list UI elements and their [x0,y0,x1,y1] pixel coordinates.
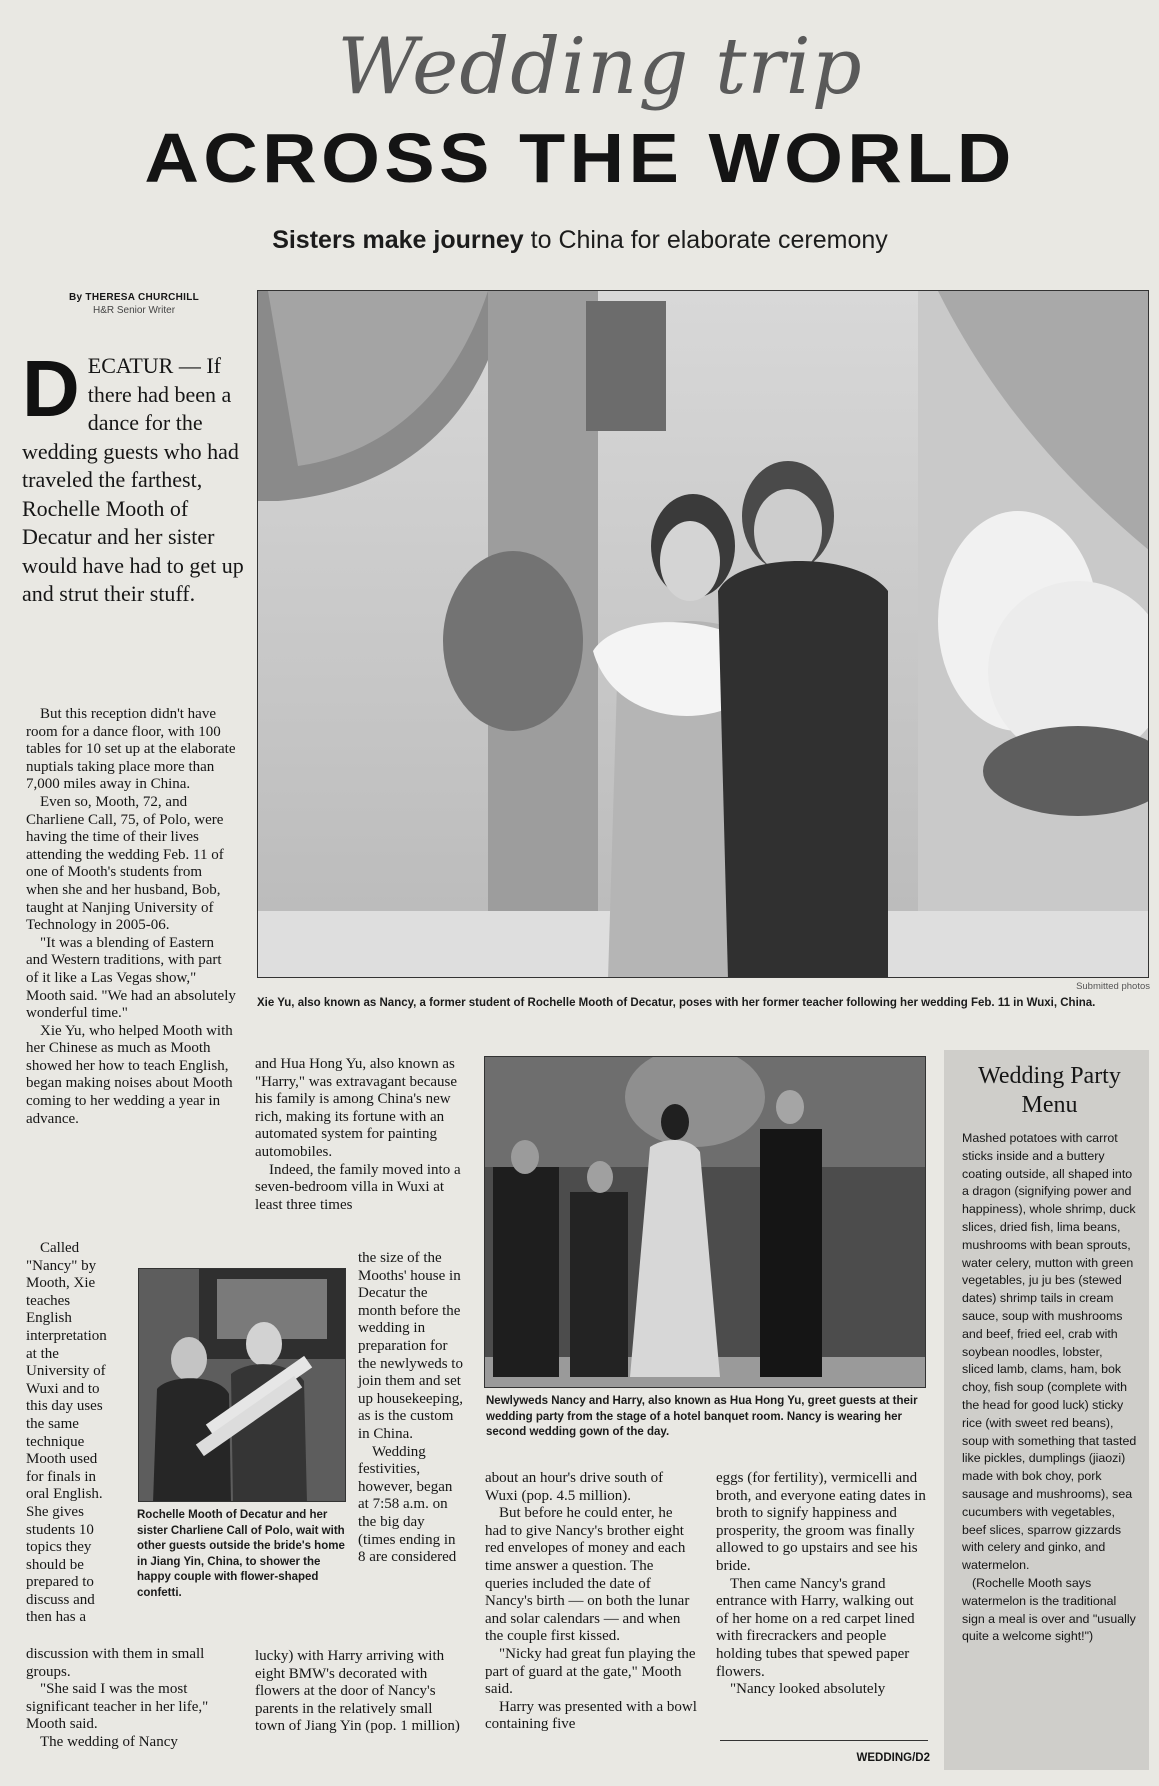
headline: ACROSS THE WORLD [144,119,1016,197]
drop-cap: D [22,344,80,433]
paragraph: discussion with them in small groups. [26,1646,205,1680]
column-3 [485,1470,697,1734]
subhead-bold: Sisters make journey [272,226,524,254]
stage-photo [484,1056,926,1388]
paragraph: and Hua Hong Yu, also known as "Harry," was extravagant because his family is among China's new rich, making its fortune with an automated system for painting automobiles. [255,1056,458,1160]
paragraph: Indeed, the family moved into a seven-bedroom villa in Wuxi at least three times [255,1161,461,1213]
paragraph: lucky) with Harry arriving with eight BMW's decorated with flowers at the door of Nancy's parents in the relatively small town of Jiang Yin (pop. 1 million) [255,1648,460,1735]
byline [24,292,244,316]
column-4 [716,1470,928,1699]
paragraph: "Nicky had great fun playing the part of guard at the gate," Mooth said. [485,1645,696,1698]
paragraph: "She said I was the most significant teacher in her life," Mooth said. [26,1681,209,1733]
jump-line: WEDDING/D2 [856,1752,930,1764]
paragraph: "It was a blending of Eastern and Western traditions, with part of it like a Las Vegas show," Mooth said. "We had an absolutely wonderful time." [26,934,236,1022]
column-2-bottom [255,1648,461,1736]
sidebar-note: (Rochelle Mooth says watermelon is the traditional sign a meal is over and "usually quite a welcome sight!") [962,1575,1136,1644]
small-photo-caption: Rochelle Mooth of Decatur and her sister Charliene Call of Polo, wait with other guests outside the bride's home in Jiang Yin, China, to shower the happy couple with flower-shaped confetti. [137,1509,345,1599]
photo-credit: Submitted photos [1076,981,1150,992]
column-1-bottom [26,1646,231,1752]
jump-rule [720,1740,928,1741]
sidebar-title: Wedding Party Menu [978,1063,1121,1118]
lede-text: ECATUR — If there had been a dance for the wedding guests who had traveled the farthest, Rochelle Mooth of Decatur and her sister would have had to get up and strut their stuff. [22,353,244,606]
main-photo-caption: Xie Yu, also known as Nancy, a former student of Rochelle Mooth of Decatur, poses with her former teacher following her wedding Feb. 11 in Wuxi, China. [257,997,1096,1009]
paragraph: "Nancy looked absolutely [730,1681,886,1698]
byline-author: By THERESA CHURCHILL [68,292,200,303]
subhead-rest: to China for elaborate ceremony [523,226,888,254]
paragraph: the size of the Mooths' house in Decatur the month before the wedding in preparation for the newlyweds to join them and set up housekeeping, as is the custom in China. [358,1250,463,1442]
paragraph: Even so, Mooth, 72, and Charliene Call, 75, of Polo, were having the time of their lives attending the wedding Feb. 11 of one of Mooth's students from when she and her husband, Bob, taught at Nanjing University of Technology in 2005-06. [26,793,224,934]
paragraph: about an hour's drive south of Wuxi (pop. 4.5 million). [485,1470,664,1504]
kicker-title: Wedding trip [337,22,863,112]
stage-photo-caption: Newlyweds Nancy and Harry, also known as Hua Hong Yu, greet guests at their wedding party from the stage of a hotel banquet room. Nancy is wearing her second wedding gown of the day. [486,1395,918,1438]
sidebar-menu: Mashed potatoes with carrot sticks inside and a buttery coating outside, all shaped into a dragon (signifying power and happiness), whole shrimp, duck slices, dried fish, lima beans, mushrooms with bean sprouts, water celery, mutton with green vegetables, ju ju bes (stewed dates) shrimp tails in cream sauce, soup with mushrooms and beef, fried eel, crab with soybean noodles, lobster, sliced lamb, clams, ham, bok choy, fish soup (complete with the head for good luck) sticky rice (with sweet red beans), soup with something that tasted like pickles, dumplings (jiaozi) made with bok choy, pork sausage and mushrooms), sea cucumbers with vegetables, beef slices, sparrow gizzards with celery and ginko, and watermelon. [962,1131,1137,1573]
paragraph: eggs (for fertility), vermicelli and broth, and everyone eating dates in broth to signify happiness and prosperity, the groom was finally allowed to go upstairs and see his bride. [716,1470,926,1574]
paragraph: The wedding of Nancy [40,1733,178,1750]
column-1 [26,706,236,1128]
lede-paragraph [22,344,254,609]
paragraph: But this reception didn't have room for a dance floor, with 100 tables for 10 set up at the elaborate nuptials taking place more than 7,000 miles away in China. [26,706,236,793]
menu-sidebar [944,1050,1149,1770]
column-1-narrow [26,1240,116,1627]
byline-title: H&R Senior Writer [92,305,176,316]
paragraph: Then came Nancy's grand entrance with Harry, walking out of her home on a red carpet lined with firecrackers and people holding tubes that spewed paper flowers. [716,1575,915,1680]
small-photo [138,1268,346,1502]
column-2 [255,1056,461,1214]
paragraph: Called "Nancy" by Mooth, Xie teaches English interpretation at the University of Wuxi and to this day uses the same technique Mooth used for finals in oral English. She gives students 10 topics they should be prepared to discuss and then has a [26,1240,107,1626]
paragraph: Wedding festivities, however, began at 7:58 a.m. on the big day (times ending in 8 are considered [358,1443,457,1566]
paragraph: But before he could enter, he had to give Nancy's brother eight red envelopes of money and each time answer a question. The queries included the date of Nancy's birth — on both the lunar and solar calendars — and when the couple first kissed. [485,1505,690,1645]
paragraph: Harry was presented with a bowl containing five [485,1698,697,1733]
paragraph: Xie Yu, who helped Mooth with her Chinese as much as Mooth showed her how to teach English, began making noises about Mooth coming to her wedding a year in advance. [26,1022,233,1127]
column-2-narrow [358,1250,464,1567]
subhead [200,226,960,255]
main-photo [257,290,1149,978]
